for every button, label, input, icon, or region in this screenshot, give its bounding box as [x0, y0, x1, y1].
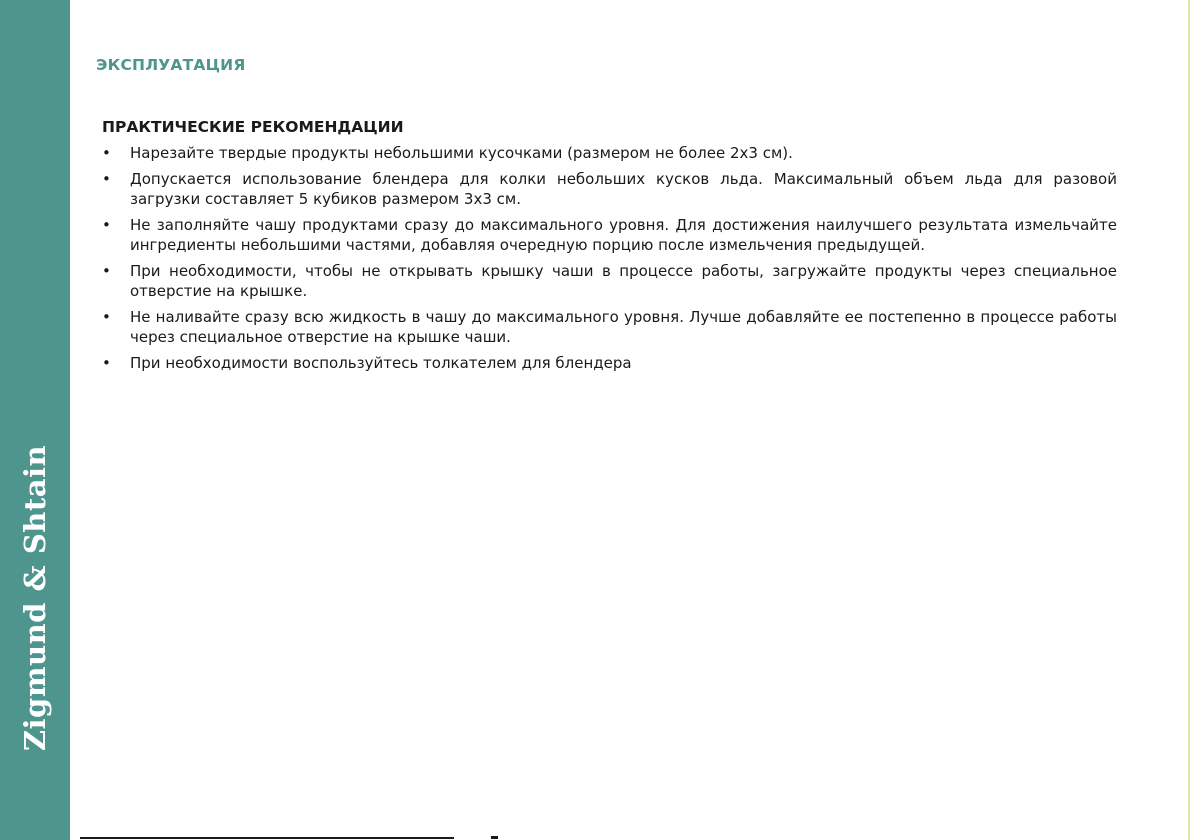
- list-item: [102, 215, 1117, 255]
- brand-sidebar: [0, 0, 70, 840]
- list-item: [102, 353, 1117, 373]
- bullet-icon: •: [102, 354, 111, 372]
- footer-mark: [491, 836, 498, 839]
- list-item: [102, 307, 1117, 347]
- list-item-text: При необходимости воспользуйтесь толкателем для блендера: [130, 354, 632, 372]
- section-label: ЭКСПЛУАТАЦИЯ: [96, 56, 246, 74]
- recommendations-list: [102, 143, 1117, 373]
- brand-logo: Zigmund & Shtain: [18, 444, 52, 752]
- bullet-icon: •: [102, 216, 111, 234]
- list-item: [102, 169, 1117, 209]
- bullet-icon: •: [102, 262, 111, 280]
- list-item: [102, 261, 1117, 301]
- list-item-text: Нарезайте твердые продукты небольшими кусочками (размером не более 2х3 см).: [130, 144, 793, 162]
- footer-rule: [80, 837, 454, 839]
- recommendations-heading: ПРАКТИЧЕСКИЕ РЕКОМЕНДАЦИИ: [102, 118, 404, 136]
- bullet-icon: •: [102, 170, 111, 188]
- recommendations-section: [102, 117, 1117, 379]
- bullet-icon: •: [102, 144, 111, 162]
- list-item-text: Не наливайте сразу всю жидкость в чашу до максимального уровня. Лучше добавляйте ее постепенно в процессе работы через специальное отверстие на крышке чаши.: [130, 308, 1117, 346]
- page-edge-line: [1188, 0, 1190, 840]
- list-item-text: Допускается использование блендера для колки небольших кусков льда. Максимальный объем льда для разовой загрузки составляет 5 кубиков размером 3х3 см.: [130, 170, 1117, 208]
- list-item-text: При необходимости, чтобы не открывать крышку чаши в процессе работы, загружайте продукты через специальное отверстие на крышке.: [130, 262, 1117, 300]
- list-item-text: Не заполняйте чашу продуктами сразу до максимального уровня. Для достижения наилучшего результата измельчайте ингредиенты небольшими частями, добавляя очередную порцию после измельчения предыдущей.: [130, 216, 1117, 254]
- bullet-icon: •: [102, 308, 111, 326]
- list-item: [102, 143, 1117, 163]
